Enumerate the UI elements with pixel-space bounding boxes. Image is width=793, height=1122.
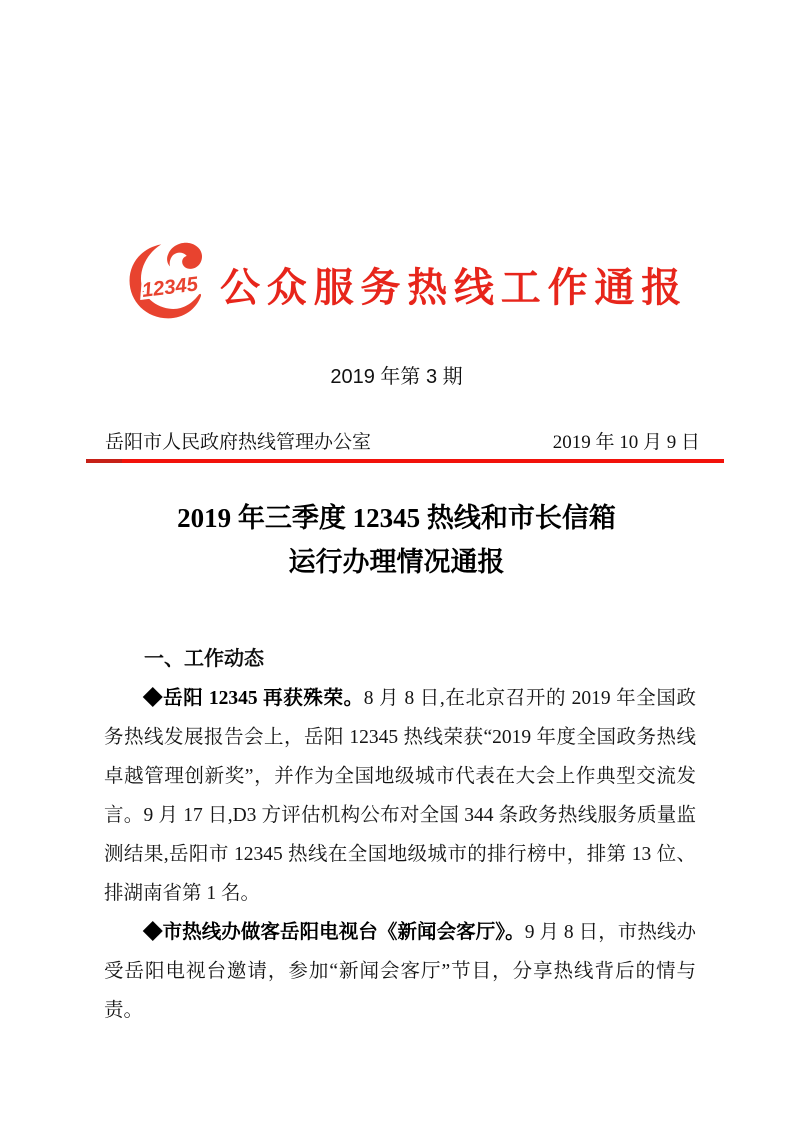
document-title (0, 496, 793, 584)
publish-date: 2019 年 10 月 9 日 (552, 432, 700, 453)
section-heading: 一、工作动态 (144, 648, 264, 670)
paragraph-lead: ◆市热线办做客岳阳电视台《新闻会客厅》。 (143, 922, 525, 943)
masthead-title: 公众服务热线工作通报 (220, 264, 688, 310)
publisher-name: 岳阳市人民政府热线管理办公室 (105, 432, 372, 453)
paragraph (104, 679, 696, 913)
issue-number: 2019 年第 3 期 (330, 366, 463, 388)
document-title-line2: 运行办理情况通报 (288, 547, 505, 577)
publisher-row (105, 427, 700, 454)
masthead (126, 239, 686, 329)
paragraph (104, 913, 696, 1030)
paragraph-text: 9 月 8 日，市热线办受岳阳电视台邀请，参加“新闻会客厅”节目，分享热线背后的情与责。 (104, 922, 696, 1021)
masthead-rule (86, 459, 724, 463)
document-title-line1: 2019 年三季度 12345 热线和市长信箱 (177, 503, 616, 533)
paragraph-lead: ◆岳阳 12345 再获殊荣。 (143, 688, 364, 709)
document-body (104, 640, 696, 1030)
hotline-12345-swirl-icon (126, 240, 214, 328)
logo-number-text: 12345 (140, 273, 200, 303)
paragraph-text: 8 月 8 日,在北京召开的 2019 年全国政务热线发展报告会上，岳阳 12345 热线荣获“2019 年度全国政务热线卓越管理创新奖”，并作为全国地级城市代表在大会上作典型交流发言。9 月 17 日,D3 方评估机构公布对全国 344 条政务热线服务质量监测结果,岳阳市 12345 热线在全国地级城市的排行榜中，排第 13 位、排湖南省第 1 名。 (104, 688, 696, 904)
